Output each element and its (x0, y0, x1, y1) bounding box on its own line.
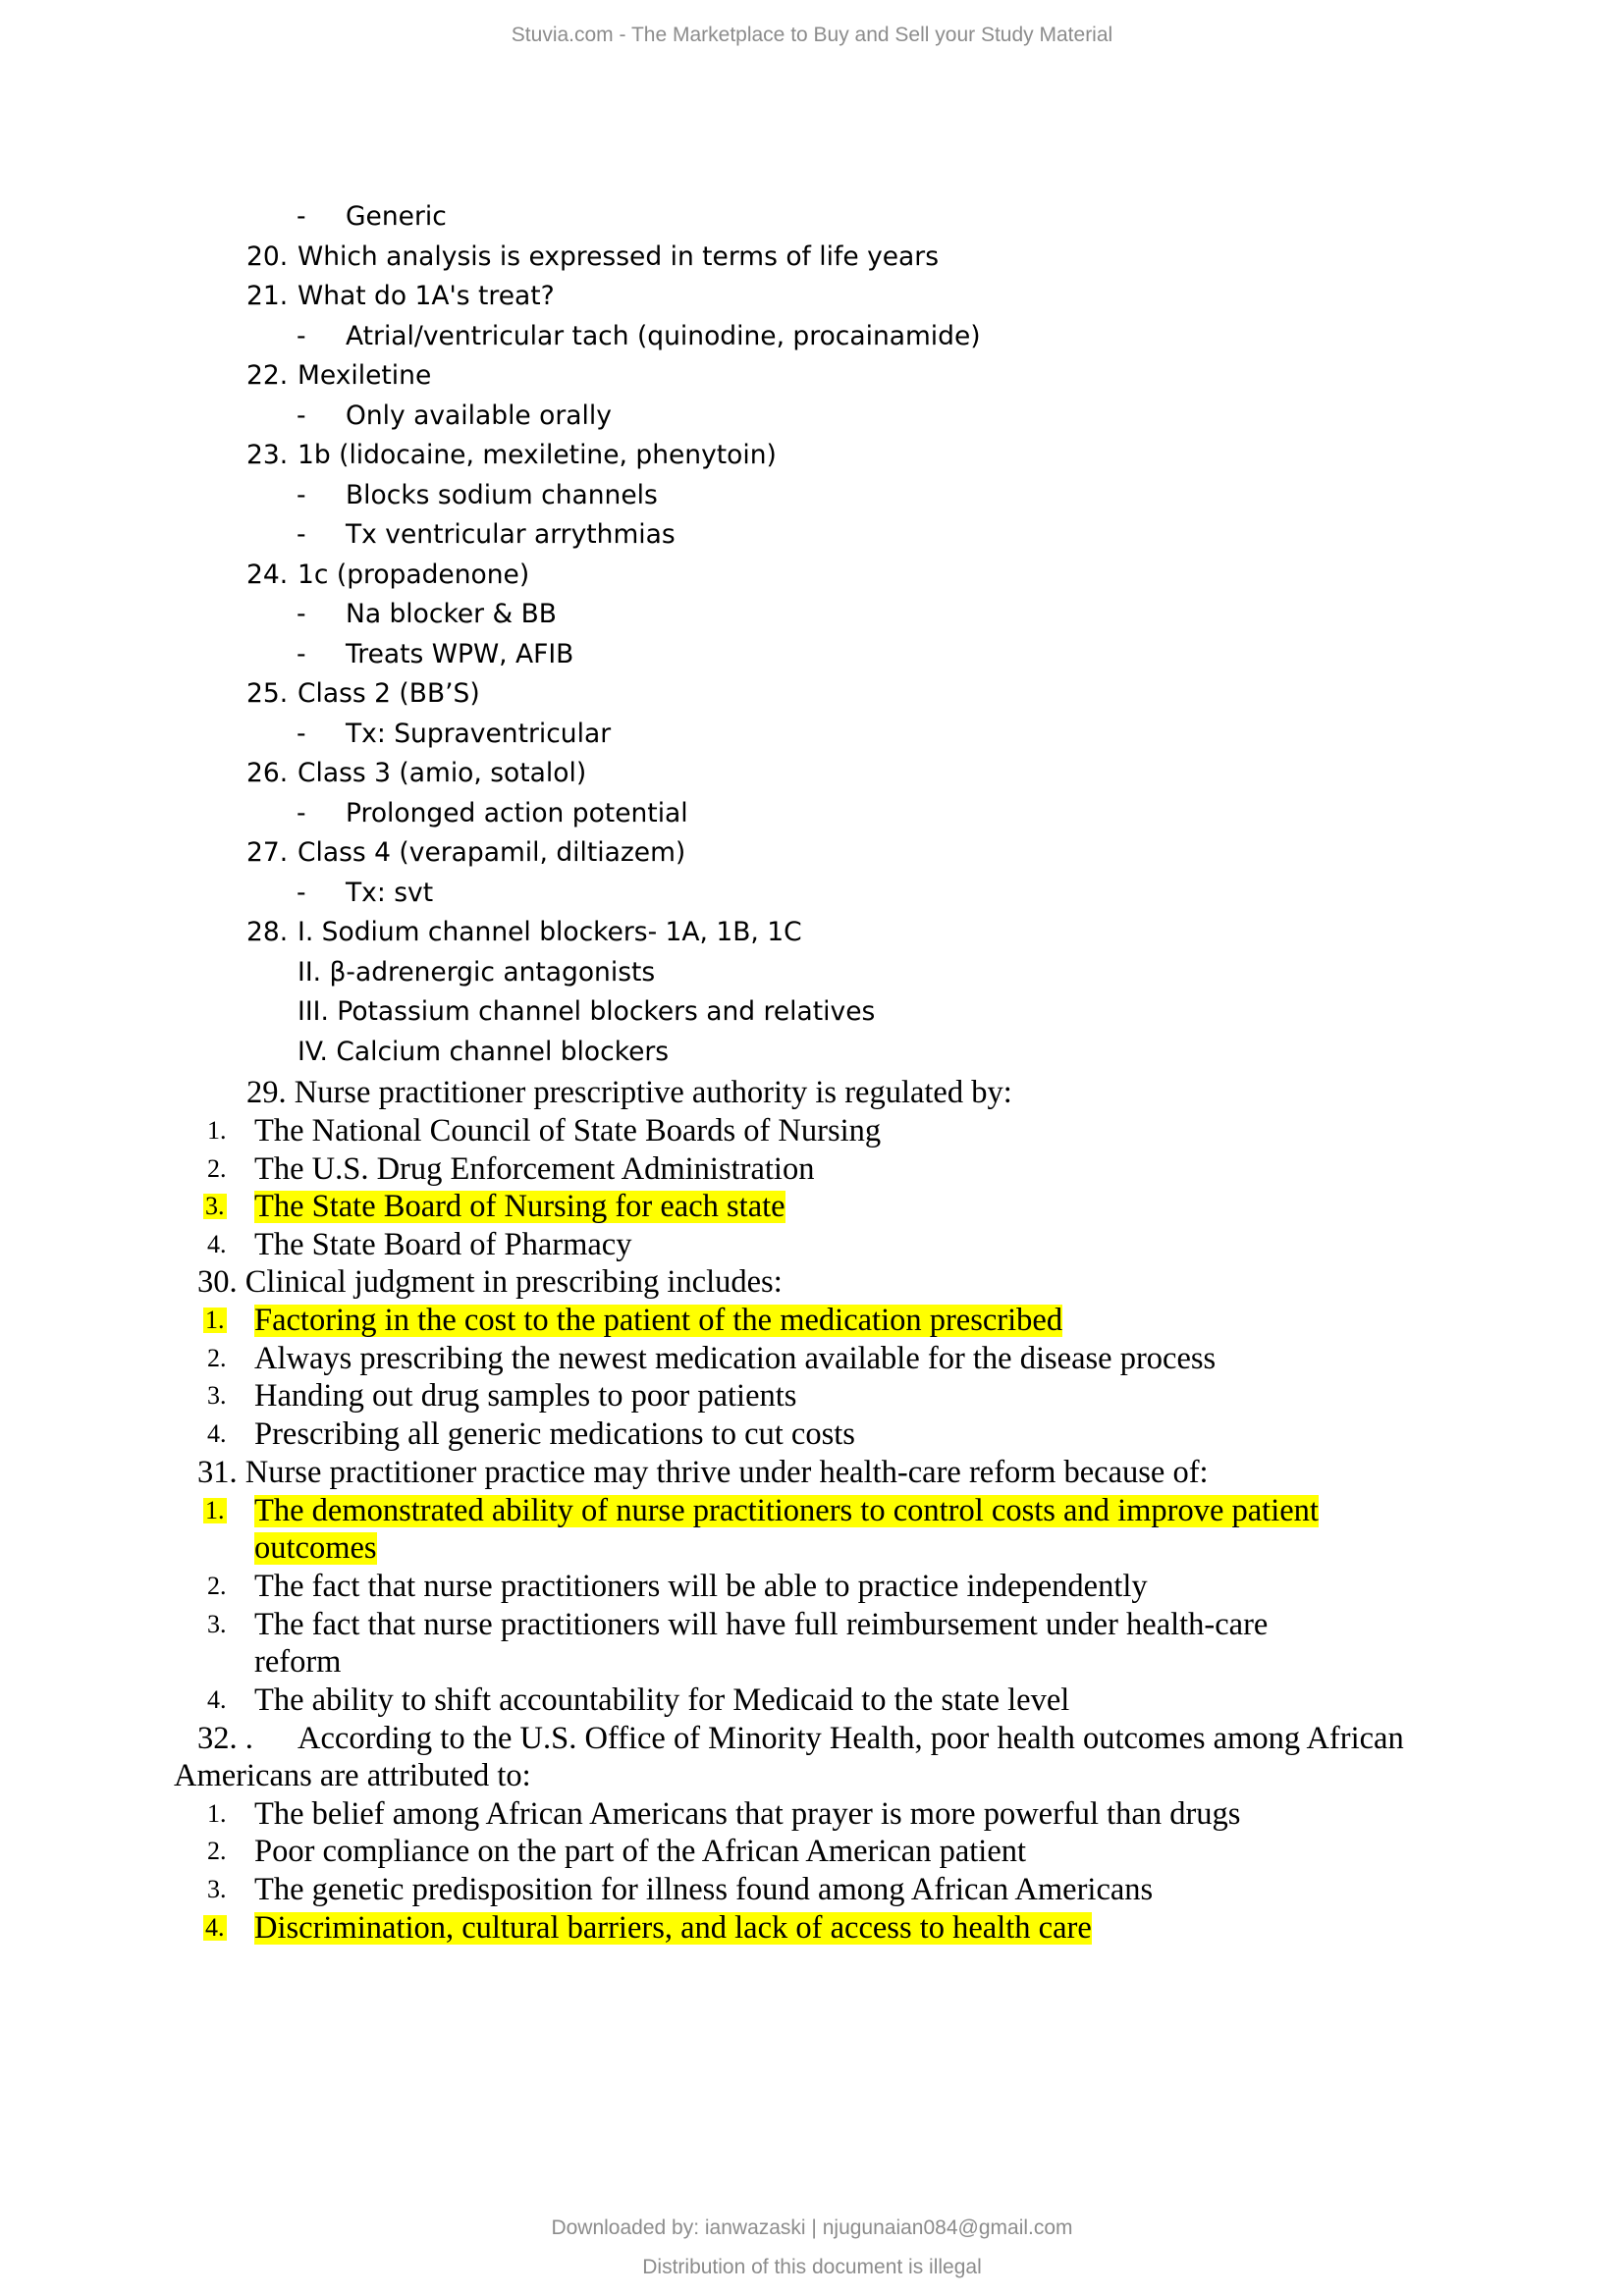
q29-stem: 29. Nurse practitioner prescriptive authority is regulated by: (246, 1075, 1012, 1110)
q32-option-1-num: 1. (207, 1799, 227, 1828)
q31-option-4: The ability to shift accountability for Medicaid to the state level (254, 1682, 1070, 1718)
distribution-notice-footer: Distribution of this document is illegal (642, 2256, 982, 2278)
list-item-28-line2: II. β-adrenergic antagonists (298, 957, 656, 988)
q31-option-2: The fact that nurse practitioners will be able to practice independently (254, 1569, 1148, 1604)
q30-option-1-answer: Factoring in the cost to the patient of the medication prescribed (254, 1303, 1063, 1338)
q29-option-4-num: 4. (207, 1230, 227, 1258)
q31-option-3-cont: reform (254, 1644, 342, 1680)
q29-option-1-num: 1. (207, 1116, 227, 1145)
q30-option-2: Always prescribing the newest medication available for the disease process (254, 1341, 1217, 1376)
q32-option-2-num: 2. (207, 1837, 227, 1865)
list-item-28-line3: III. Potassium channel blockers and relatives (298, 996, 876, 1027)
q30-option-2-num: 2. (207, 1344, 227, 1372)
q30-option-3-num: 3. (207, 1381, 227, 1410)
q31-stem: 31. Nurse practitioner practice may thrive under health-care reform because of: (197, 1455, 1209, 1490)
q31-option-3-num: 3. (207, 1610, 227, 1638)
q30-option-1-num: 1. (205, 1306, 225, 1334)
q32-stem-cont: Americans are attributed to: (174, 1758, 531, 1793)
stuvia-header: Stuvia.com - The Marketplace to Buy and Sell your Study Material (511, 24, 1113, 46)
q32-option-4-num: 4. (205, 1913, 225, 1942)
q30-stem: 30. Clinical judgment in prescribing includes: (197, 1264, 783, 1300)
q32-option-4-answer: Discrimination, cultural barriers, and lack of access to health care (254, 1910, 1092, 1946)
q29-option-3-num: 3. (205, 1192, 225, 1220)
q32-stem: According to the U.S. Office of Minority Health, poor health outcomes among African (298, 1721, 1404, 1756)
q32-option-3: The genetic predisposition for illness found among African Americans (254, 1872, 1154, 1907)
q29-option-2: The U.S. Drug Enforcement Administration (254, 1151, 815, 1187)
q31-option-1-answer: The demonstrated ability of nurse practitioners to control costs and improve patient (254, 1493, 1319, 1528)
q32-option-1: The belief among African Americans that prayer is more powerful than drugs (254, 1796, 1241, 1832)
q30-option-4: Prescribing all generic medications to cut costs (254, 1416, 855, 1452)
q31-option-1-num: 1. (205, 1496, 225, 1524)
q30-option-4-num: 4. (207, 1419, 227, 1448)
q29-option-3-answer: The State Board of Nursing for each state (254, 1189, 785, 1224)
q32-option-2: Poor compliance on the part of the African American patient (254, 1834, 1027, 1869)
q31-option-1-answer-cont: outcomes (254, 1530, 377, 1566)
q29-option-2-num: 2. (207, 1154, 227, 1183)
q31-option-4-num: 4. (207, 1685, 227, 1714)
q29-option-1: The National Council of State Boards of Nursing (254, 1113, 882, 1148)
list-item-28-line4: IV. Calcium channel blockers (298, 1037, 670, 1067)
q29-option-4: The State Board of Pharmacy (254, 1227, 632, 1262)
downloaded-by-footer: Downloaded by: ianwazaski | njugunaian084@gmail.com (551, 2216, 1073, 2239)
q31-option-3: The fact that nurse practitioners will have full reimbursement under health-care (254, 1607, 1269, 1642)
q32-option-3-num: 3. (207, 1875, 227, 1903)
q32-number: 32. . (197, 1721, 253, 1756)
q31-option-2-num: 2. (207, 1572, 227, 1600)
q30-option-3: Handing out drug samples to poor patients (254, 1378, 797, 1414)
